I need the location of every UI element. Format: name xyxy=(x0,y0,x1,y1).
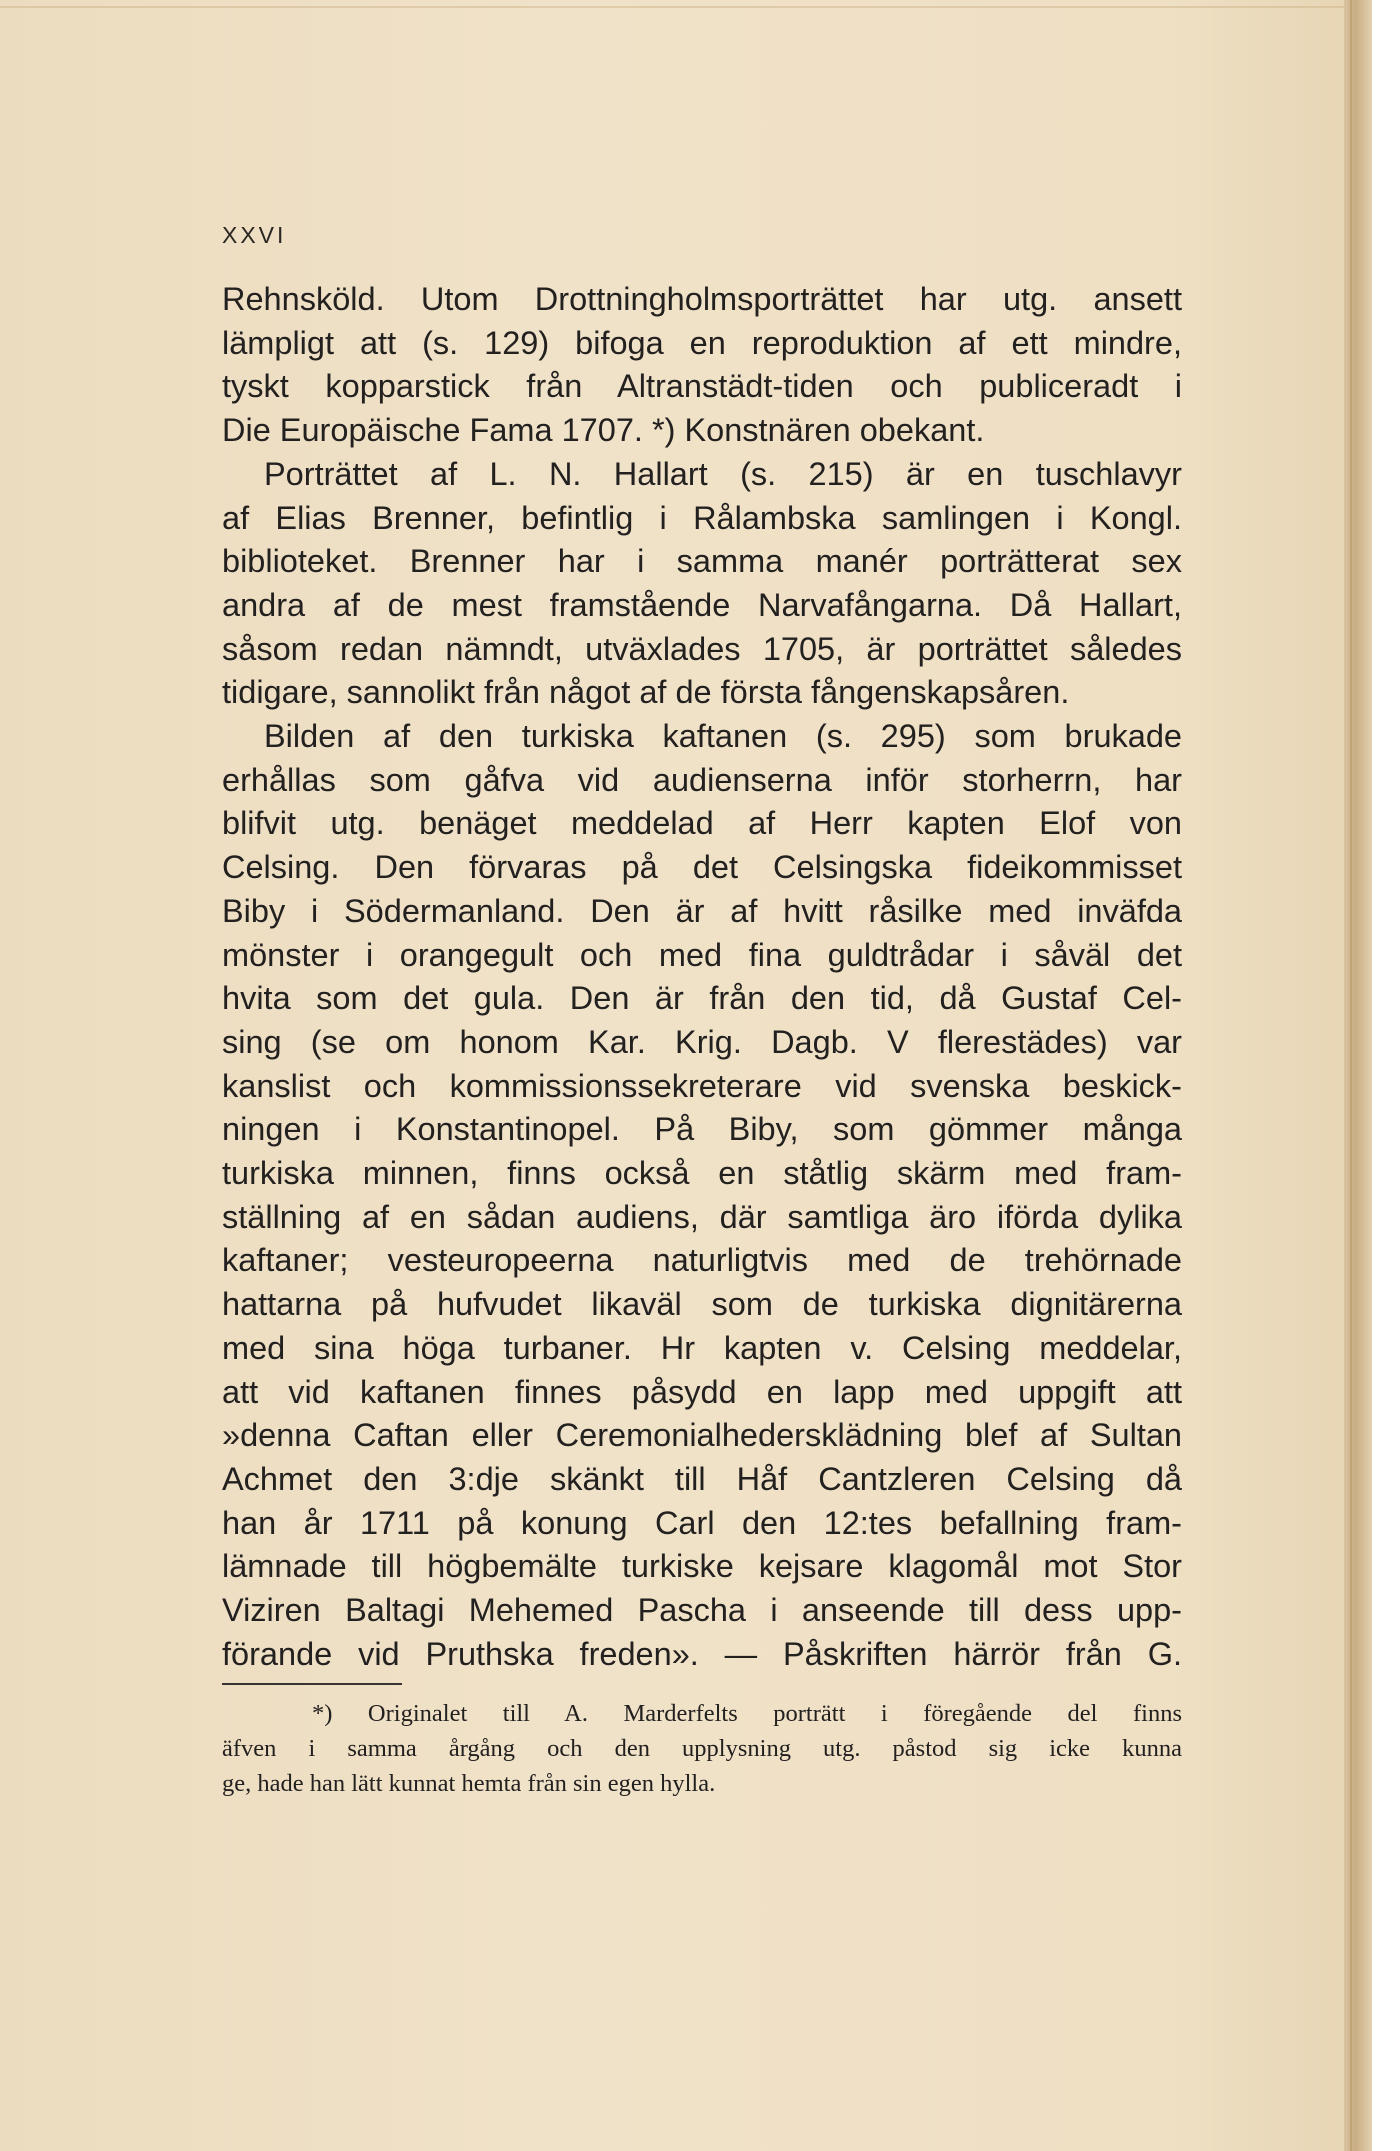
body-text-line: lämnade till högbemälte turkiske kejsare klagomål mot Stor xyxy=(222,1548,1182,1585)
body-text-line: tyskt kopparstick från Altranstädt-tiden och publiceradt i xyxy=(222,368,1182,405)
body-text-line: af Elias Brenner, befintlig i Rålambska samlingen i Kongl. xyxy=(222,499,1182,536)
footnote-divider xyxy=(222,1683,402,1685)
body-text-line: andra af de mest framstående Narvafångarna. Då Hallart, xyxy=(222,586,1182,623)
footnote-line: äfven i samma årgång och den upplysning utg. påstod sig icke kunna xyxy=(222,1735,1182,1762)
body-text-line: att vid kaftanen finnes påsydd en lapp med uppgift att xyxy=(222,1373,1182,1410)
body-text-line: Viziren Baltagi Mehemed Pascha i anseende till dess upp- xyxy=(222,1592,1182,1629)
body-text-line: mönster i orangegult och med fina guldtrådar i såväl det xyxy=(222,936,1182,973)
body-text-line: ställning af en sådan audiens, där samtliga äro iförda dylika xyxy=(222,1198,1182,1235)
footnote xyxy=(222,1696,1182,1801)
body-text-line: lämpligt att (s. 129) bifoga en reproduktion af ett mindre, xyxy=(222,324,1182,361)
page-number: XXVI xyxy=(222,222,287,248)
page-edge-shadow xyxy=(1344,0,1372,2151)
footnote-line: *) Originalet till A. Marderfelts porträtt i föregående del finns xyxy=(312,1700,1182,1727)
body-text-line: tidigare, sannolikt från något af de första fångenskapsåren. xyxy=(222,674,1070,711)
body-text-line: erhållas som gåfva vid audienserna inför storherrn, har xyxy=(222,761,1182,798)
body-text-line: Rehnsköld. Utom Drottningholmsporträttet har utg. ansett xyxy=(222,281,1182,317)
footnote-line: ge, hade han lätt kunnat hemta från sin egen hylla. xyxy=(222,1770,716,1797)
body-text-line: biblioteket. Brenner har i samma manér porträtterat sex xyxy=(222,543,1182,580)
body-text-line: såsom redan nämndt, utväxlades 1705, är porträttet således xyxy=(222,630,1182,667)
body-text-line: kaftaner; vesteuropeerna naturligtvis med de trehörnade xyxy=(222,1242,1182,1279)
body-text-line: turkiska minnen, finns också en ståtlig skärm med fram- xyxy=(222,1155,1182,1192)
page-top-edge xyxy=(0,6,1372,8)
body-text-line: »denna Caftan eller Ceremonialhedersklädning blef af Sultan xyxy=(222,1417,1182,1454)
body-text-line: Biby i Södermanland. Den är af hvitt råsilke med inväfda xyxy=(222,892,1182,929)
body-text-line: hvita som det gula. Den är från den tid, då Gustaf Cel- xyxy=(222,980,1182,1017)
body-text-line: Porträttet af L. N. Hallart (s. 215) är en tuschlavyr xyxy=(264,455,1182,492)
body-text-line: förande vid Pruthska freden». — Påskriften härrör från G. xyxy=(222,1635,1182,1672)
body-text-line: Celsing. Den förvaras på det Celsingska fideikommisset xyxy=(222,849,1182,886)
body-text xyxy=(222,278,1182,1677)
body-text-line: Bilden af den turkiska kaftanen (s. 295) som brukade xyxy=(264,718,1182,755)
body-text-line: blifvit utg. benäget meddelad af Herr kapten Elof von xyxy=(222,805,1182,842)
body-text-line: Achmet den 3:dje skänkt till Håf Cantzleren Celsing då xyxy=(222,1460,1182,1497)
body-text-line: han år 1711 på konung Carl den 12:tes befallning fram- xyxy=(222,1504,1182,1541)
body-text-line: hattarna på hufvudet likaväl som de turkiska dignitärerna xyxy=(222,1286,1182,1323)
body-text-line: med sina höga turbaner. Hr kapten v. Celsing meddelar, xyxy=(222,1329,1182,1366)
body-text-line: Die Europäische Fama 1707. *) Konstnären obekant. xyxy=(222,412,985,449)
body-text-line: ningen i Konstantinopel. På Biby, som gömmer många xyxy=(222,1111,1182,1148)
body-text-line: sing (se om honom Kar. Krig. Dagb. V flerestädes) var xyxy=(222,1023,1182,1060)
body-text-line: kanslist och kommissionssekreterare vid svenska beskick- xyxy=(222,1067,1182,1104)
